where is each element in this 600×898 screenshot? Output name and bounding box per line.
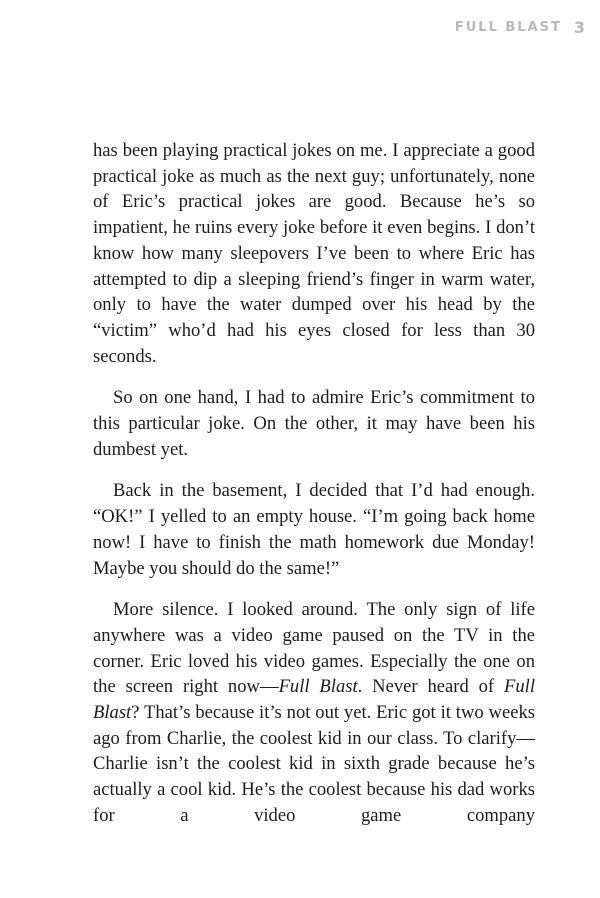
paragraph: [93, 138, 535, 369]
paragraph-text: So on one hand, I had to admire Eric’s commitment to this particular joke. On the other, it may have been his dumbest yet.: [93, 387, 535, 460]
paragraph-text: ? That’s because it’s not out yet. Eric got it two weeks ago from Charlie, the coolest kid in our class. To clarify—Charlie isn’t the coolest kid in sixth grade because he’s actually a cool kid. He’s the coolest because his dad works for a video game company: [93, 702, 535, 826]
paragraph: [93, 478, 535, 581]
body-text: [93, 138, 535, 845]
paragraph-text: has been playing practical jokes on me. I appreciate a good practical joke as much as the next guy; unfortunately, none of Eric’s practical jokes are good. Because he’s so impatient, he ruins every joke before it even begins. I don’t know how many sleepovers I’ve been to where Eric has attempted to dip a sleeping friend’s finger in warm water, only to have the water dumped over his head by the “victim” who’d had his eyes closed for less than 30 seconds.: [93, 140, 535, 367]
paragraph-text: More silence. I looked around. The only sign of life anywhere was a video game paused on the TV in the corner. Eric loved his video games. Especially the one on the screen right now—: [93, 599, 535, 698]
running-title: FULL BLAST: [454, 20, 562, 35]
italic-title: Full Blast: [278, 676, 358, 698]
italic-title: Full Blast: [93, 676, 535, 724]
paragraph-text: Back in the basement, I decided that I’d had enough. “OK!” I yelled to an empty house. “I’m going back home now! I have to finish the math homework due Monday! Maybe you should do the same!”: [93, 480, 535, 579]
paragraph-text: . Never heard of: [357, 676, 504, 698]
paragraph: [93, 597, 535, 828]
running-head: [455, 18, 586, 37]
paragraph: [93, 385, 535, 462]
page-number: 3: [573, 18, 586, 37]
